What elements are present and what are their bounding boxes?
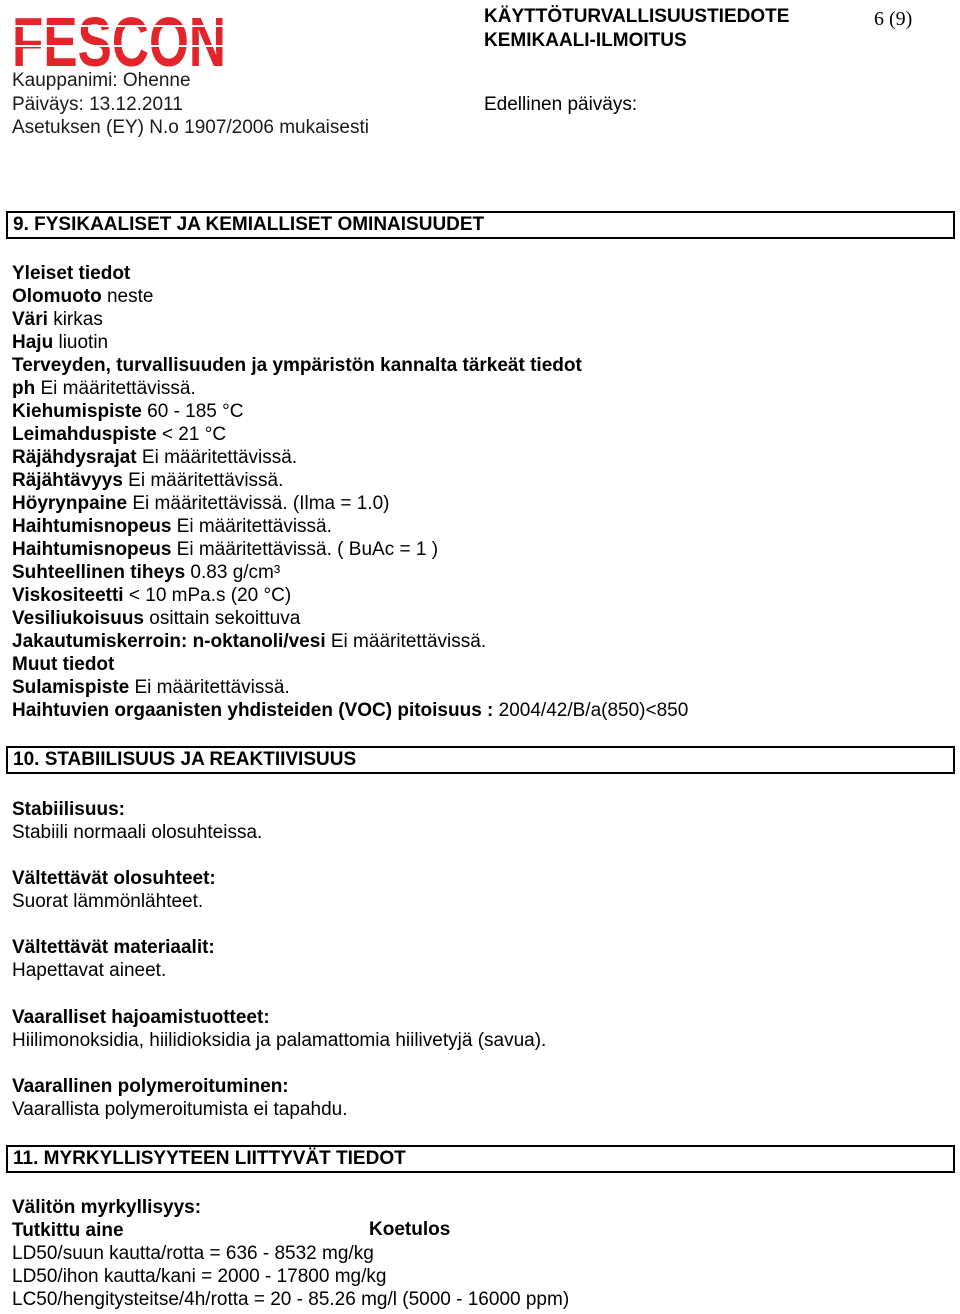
property-label: Suhteellinen tiheys [12,562,186,583]
polymerization-label: Vaarallinen polymeroituminen: [12,1076,289,1097]
property-value: < 10 mPa.s (20 °C) [123,585,292,606]
property-value: Ei määritettävissä. [171,516,332,537]
property-value: Ei määritettävissä. [129,677,290,698]
toxicity-row: LD50/suun kautta/rotta = 636 - 8532 mg/kg [12,1243,374,1264]
page-number: 6 (9) [874,8,913,30]
property-value: 2004/42/B/a(850)<850 [493,700,689,721]
property-line [12,446,297,469]
document-subtitle: KEMIKAALI-ILMOITUS [484,30,687,51]
property-label: Vesiliukoisuus [12,608,144,629]
property-line [12,377,196,400]
property-label: Haju [12,332,54,353]
regulation-note: Asetuksen (EY) N.o 1907/2006 mukaisesti [12,117,369,138]
property-line [12,538,438,561]
property-line [12,630,486,653]
property-label: Leimahduspiste [12,424,157,445]
toxicity-row: LD50/ihon kautta/kani = 2000 - 17800 mg/kg [12,1266,387,1287]
property-value: < 21 °C [156,424,227,445]
section-11-heading: 11. MYRKYLLISYYTEEN LIITTYVÄT TIEDOT [6,1145,955,1173]
polymerization-value: Vaarallista polymeroitumista ei tapahdu. [12,1099,348,1120]
toxicity-row: LC50/hengitysteitse/4h/rotta = 20 - 85.26 mg/l (5000 - 16000 ppm) [12,1289,570,1310]
property-line [12,699,688,722]
property-label: Haihtuvien orgaanisten yhdisteiden (VOC) pitoisuus : [12,700,494,721]
property-line [12,262,130,285]
stability-value: Stabiili normaali olosuhteissa. [12,822,263,843]
property-label: Yleiset tiedot [12,263,131,284]
tested-substance-header: Tutkittu aine [12,1220,124,1241]
property-line [12,653,114,676]
property-label: Sulamispiste [12,677,130,698]
property-value: Ei määritettävissä. [136,447,298,468]
property-label: Terveyden, turvallisuuden ja ympäristön kannalta tärkeät tiedot [12,355,582,376]
decomposition-products-label: Vaaralliset hajoamistuotteet: [12,1007,270,1028]
property-label: Olomuoto [12,286,102,307]
test-result-header: Koetulos [369,1219,451,1240]
property-label: Räjähdysrajat [12,447,137,468]
property-value: 60 - 185 °C [141,401,244,422]
property-line [12,469,283,492]
property-value: Ei määritettävissä. [325,631,487,652]
document-date: Päiväys: 13.12.2011 [12,94,183,115]
property-line [12,354,582,377]
property-value: kirkas [47,309,103,330]
section-9-heading: 9. FYSIKAALISET JA KEMIALLISET OMINAISUUDET [6,211,955,239]
property-line [12,492,390,515]
property-line [12,607,300,630]
property-label: Höyrynpaine [12,493,128,514]
property-line [12,584,291,607]
property-label: Kiehumispiste [12,401,142,422]
previous-date: Edellinen päiväys: [484,94,638,115]
property-label: Haihtumisnopeus [12,539,172,560]
property-value: neste [101,286,154,307]
property-label: Viskositeetti [12,585,124,606]
property-label: ph [12,378,36,399]
property-value: osittain sekoittuva [144,608,301,629]
property-value: liuotin [53,332,109,353]
property-label: Muut tiedot [12,654,115,675]
materials-to-avoid-label: Vältettävät materiaalit: [12,937,215,958]
acute-toxicity-label: Välitön myrkyllisyys: [12,1197,202,1218]
section-10-heading: 10. STABIILISUUS JA REAKTIIVISUUS [6,746,955,774]
materials-to-avoid-value: Hapettavat aineet. [12,960,167,981]
property-label: Jakautumiskerroin: n-oktanoli/vesi [12,631,326,652]
property-label: Räjähtävyys [12,470,123,491]
property-line [12,561,280,584]
document-title: KÄYTTÖTURVALLISUUSTIEDOTE [484,6,790,27]
fescon-logo [10,6,230,72]
property-value: Ei määritettävissä. (Ilma = 1.0) [127,493,390,514]
property-line [12,400,243,423]
property-value: Ei määritettävissä. ( BuAc = 1 ) [171,539,439,560]
property-line [12,515,332,538]
stability-label: Stabiilisuus: [12,799,125,820]
decomposition-products-value: Hiilimonoksidia, hiilidioksidia ja palamattomia hiilivetyjä (savua). [12,1030,547,1051]
property-line [12,423,226,446]
property-line [12,676,290,699]
svg-text:FESCON: FESCON [12,6,227,72]
property-label: Väri [12,309,48,330]
conditions-to-avoid-value: Suorat lämmönlähteet. [12,891,204,912]
property-line [12,308,103,331]
property-value: Ei määritettävissä. [122,470,284,491]
property-value: 0.83 g/cm³ [185,562,281,583]
property-value: Ei määritettävissä. [35,378,196,399]
trade-name: Kauppanimi: Ohenne [12,70,191,91]
property-label: Haihtumisnopeus [12,516,172,537]
property-line [12,331,108,354]
property-line [12,285,153,308]
conditions-to-avoid-label: Vältettävät olosuhteet: [12,868,216,889]
